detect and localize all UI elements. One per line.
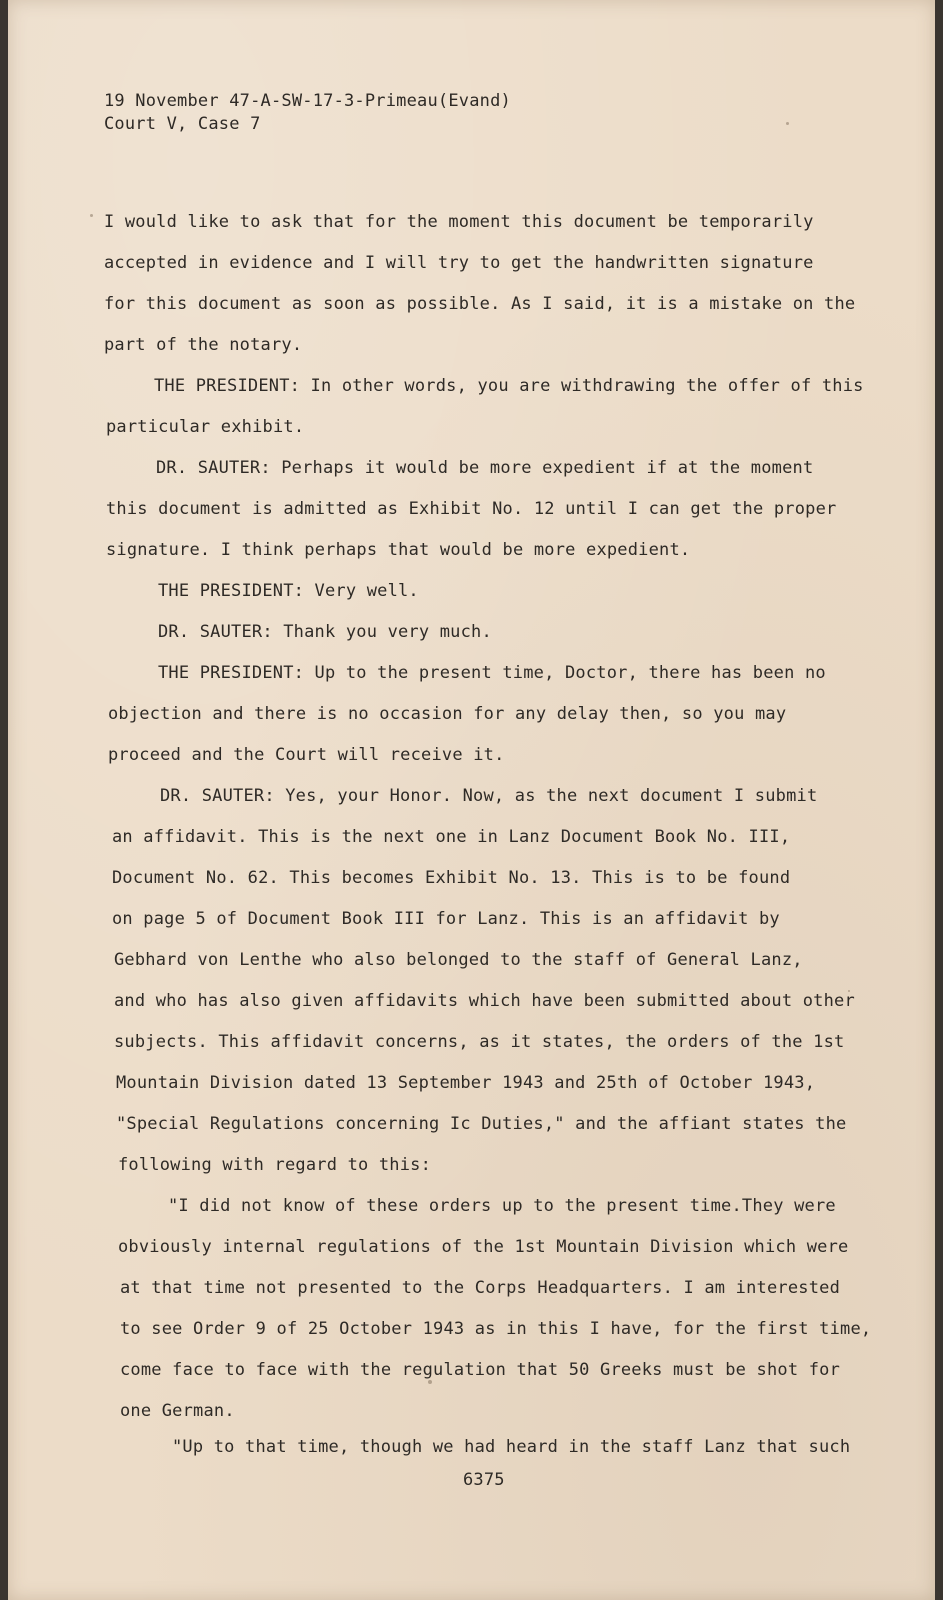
paper-speck — [786, 122, 789, 125]
body-line: and who has also given affidavits which have been submitted about other — [114, 991, 855, 1011]
body-line: objection and there is no occasion for any delay then, so you may — [108, 704, 787, 724]
body-line: Mountain Division dated 13 September 1943 and 25th of October 1943, — [116, 1073, 816, 1093]
body-line: signature. I think perhaps that would be more expedient. — [106, 540, 691, 560]
body-line: THE PRESIDENT: Very well. — [158, 581, 419, 601]
body-line: this document is admitted as Exhibit No. 12 until I can get the proper — [106, 499, 837, 519]
header-date-reference: 19 November 47-A-SW-17-3-Primeau(Evand) — [104, 91, 511, 111]
body-line: "Up to that time, though we had heard in the staff Lanz that such — [172, 1437, 851, 1457]
body-line: subjects. This affidavit concerns, as it states, the orders of the 1st — [114, 1032, 845, 1052]
paper-speck — [848, 990, 850, 992]
page-number: 6375 — [463, 1470, 505, 1490]
body-line: following with regard to this: — [118, 1155, 432, 1175]
body-line: at that time not presented to the Corps Headquarters. I am interested — [120, 1278, 841, 1298]
document-header — [104, 90, 511, 136]
body-line: THE PRESIDENT: Up to the present time, Doctor, there has been no — [158, 663, 826, 683]
body-line: I would like to ask that for the moment this document be temporarily — [104, 212, 814, 232]
header-court-case: Court V, Case 7 — [104, 114, 261, 134]
body-line: DR. SAUTER: Thank you very much. — [158, 622, 492, 642]
body-line: Document No. 62. This becomes Exhibit No. 13. This is to be found — [112, 868, 791, 888]
body-line: one German. — [120, 1401, 235, 1421]
body-line: proceed and the Court will receive it. — [108, 745, 505, 765]
body-line: an affidavit. This is the next one in Lanz Document Book No. III, — [112, 827, 791, 847]
body-line: DR. SAUTER: Yes, your Honor. Now, as the next document I submit — [160, 786, 818, 806]
body-line: on page 5 of Document Book III for Lanz. This is an affidavit by — [112, 909, 780, 929]
body-line: come face to face with the regulation that 50 Greeks must be shot for — [120, 1360, 841, 1380]
body-line: THE PRESIDENT: In other words, you are withdrawing the offer of this — [154, 376, 864, 396]
body-line: Gebhard von Lenthe who also belonged to the staff of General Lanz, — [114, 950, 803, 970]
paper-speck — [90, 214, 93, 217]
body-line: "I did not know of these orders up to the present time.They were — [168, 1196, 836, 1216]
body-line: DR. SAUTER: Perhaps it would be more expedient if at the moment — [156, 458, 814, 478]
body-line: for this document as soon as possible. As I said, it is a mistake on the — [104, 294, 856, 314]
body-line: "Special Regulations concerning Ic Duties," and the affiant states the — [116, 1114, 847, 1134]
body-line: part of the notary. — [104, 335, 303, 355]
paper-speck — [428, 1380, 432, 1384]
body-line: particular exhibit. — [106, 417, 305, 437]
body-line: accepted in evidence and I will try to get the handwritten signature — [104, 253, 814, 273]
body-line: obviously internal regulations of the 1st Mountain Division which were — [118, 1237, 849, 1257]
body-line: to see Order 9 of 25 October 1943 as in this I have, for the first time, — [120, 1319, 872, 1339]
document-page — [8, 0, 935, 1600]
